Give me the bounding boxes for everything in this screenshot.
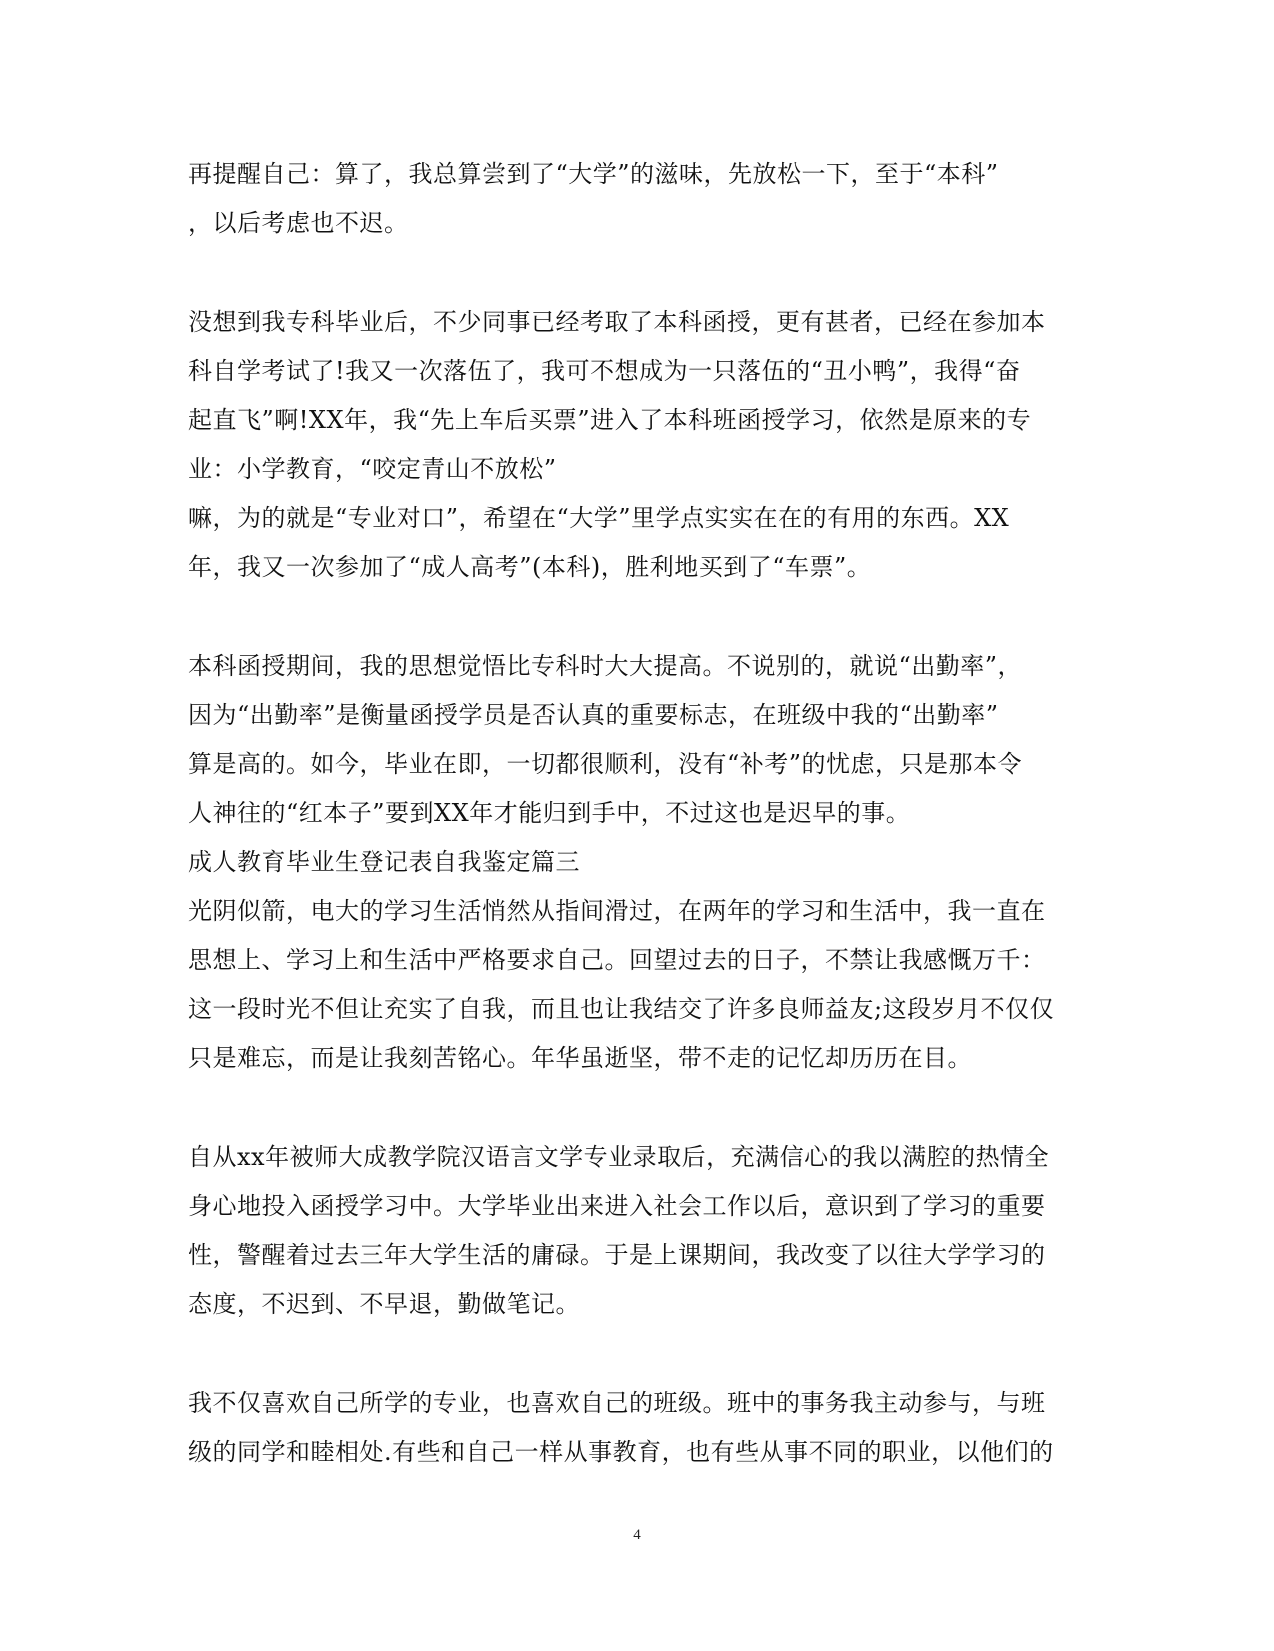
text-line: 嘛，为的就是“专业对口”，希望在“大学”里学点实实在在的有用的东西。XX <box>188 504 1010 532</box>
text-line: 自从xx年被师大成教学院汉语言文学专业录取后，充满信心的我以满腔的热情全 <box>188 1143 1050 1171</box>
text-line: 光阴似箭，电大的学习生活悄然从指间滑过，在两年的学习和生活中，我一直在 <box>188 897 1046 925</box>
text-line: 年，我又一次参加了“成人高考”(本科)，胜利地买到了“车票”。 <box>188 553 872 581</box>
paragraph-3 <box>188 642 1088 1083</box>
paragraph-5 <box>188 1379 1088 1477</box>
text-line: 态度，不迟到、不早退，勤做笔记。 <box>188 1290 580 1318</box>
section-heading: 成人教育毕业生登记表自我鉴定篇三 <box>188 848 580 876</box>
paragraph-gap <box>188 1083 1088 1133</box>
text-line: 我不仅喜欢自己所学的专业，也喜欢自己的班级。班中的事务我主动参与，与班 <box>188 1389 1046 1417</box>
paragraph-1 <box>188 150 1088 248</box>
paragraph-4 <box>188 1133 1088 1329</box>
paragraph-2 <box>188 298 1088 592</box>
document-body <box>188 150 1088 1477</box>
text-line: 没想到我专科毕业后，不少同事已经考取了本科函授，更有甚者，已经在参加本 <box>188 308 1046 336</box>
text-line: 本科函授期间，我的思想觉悟比专科时大大提高。不说别的，就说“出勤率”， <box>188 652 1023 680</box>
text-line: 再提醒自己：算了，我总算尝到了“大学”的滋味，先放松一下，至于“本科” <box>188 160 999 188</box>
paragraph-gap <box>188 248 1088 298</box>
text-line: 思想上、学习上和生活中严格要求自己。回望过去的日子，不禁让我感慨万千： <box>188 946 1046 974</box>
text-line: 人神往的“红本子”要到XX年才能归到手中，不过这也是迟早的事。 <box>188 799 911 827</box>
text-line: 算是高的。如今，毕业在即，一切都很顺利，没有“补考”的忧虑，只是那本令 <box>188 750 1023 778</box>
text-line: 身心地投入函授学习中。大学毕业出来进入社会工作以后，意识到了学习的重要 <box>188 1192 1046 1220</box>
text-line: 只是难忘，而是让我刻苦铭心。年华虽逝坚，带不走的记忆却历历在目。 <box>188 1044 972 1072</box>
page-number: 4 <box>633 1527 641 1543</box>
text-line: ，以后考虑也不迟。 <box>188 209 409 237</box>
text-line: 级的同学和睦相处.有些和自己一样从事教育，也有些从事不同的职业，以他们的 <box>188 1438 1054 1466</box>
paragraph-gap <box>188 1329 1088 1379</box>
text-line: 科自学考试了!我又一次落伍了，我可不想成为一只落伍的“丑小鸭”，我得“奋 <box>188 357 1021 385</box>
text-line: 这一段时光不但让充实了自我，而且也让我结交了许多良师益友;这段岁月不仅仅 <box>188 995 1055 1023</box>
text-line: 起直飞”啊!XX年，我“先上车后买票”进入了本科班函授学习，依然是原来的专 <box>188 406 1032 434</box>
text-line: 因为“出勤率”是衡量函授学员是否认真的重要标志，在班级中我的“出勤率” <box>188 701 999 729</box>
paragraph-gap <box>188 592 1088 642</box>
text-line: 性，警醒着过去三年大学生活的庸碌。于是上课期间，我改变了以往大学学习的 <box>188 1241 1046 1269</box>
text-line: 业：小学教育，“咬定青山不放松” <box>188 455 557 483</box>
